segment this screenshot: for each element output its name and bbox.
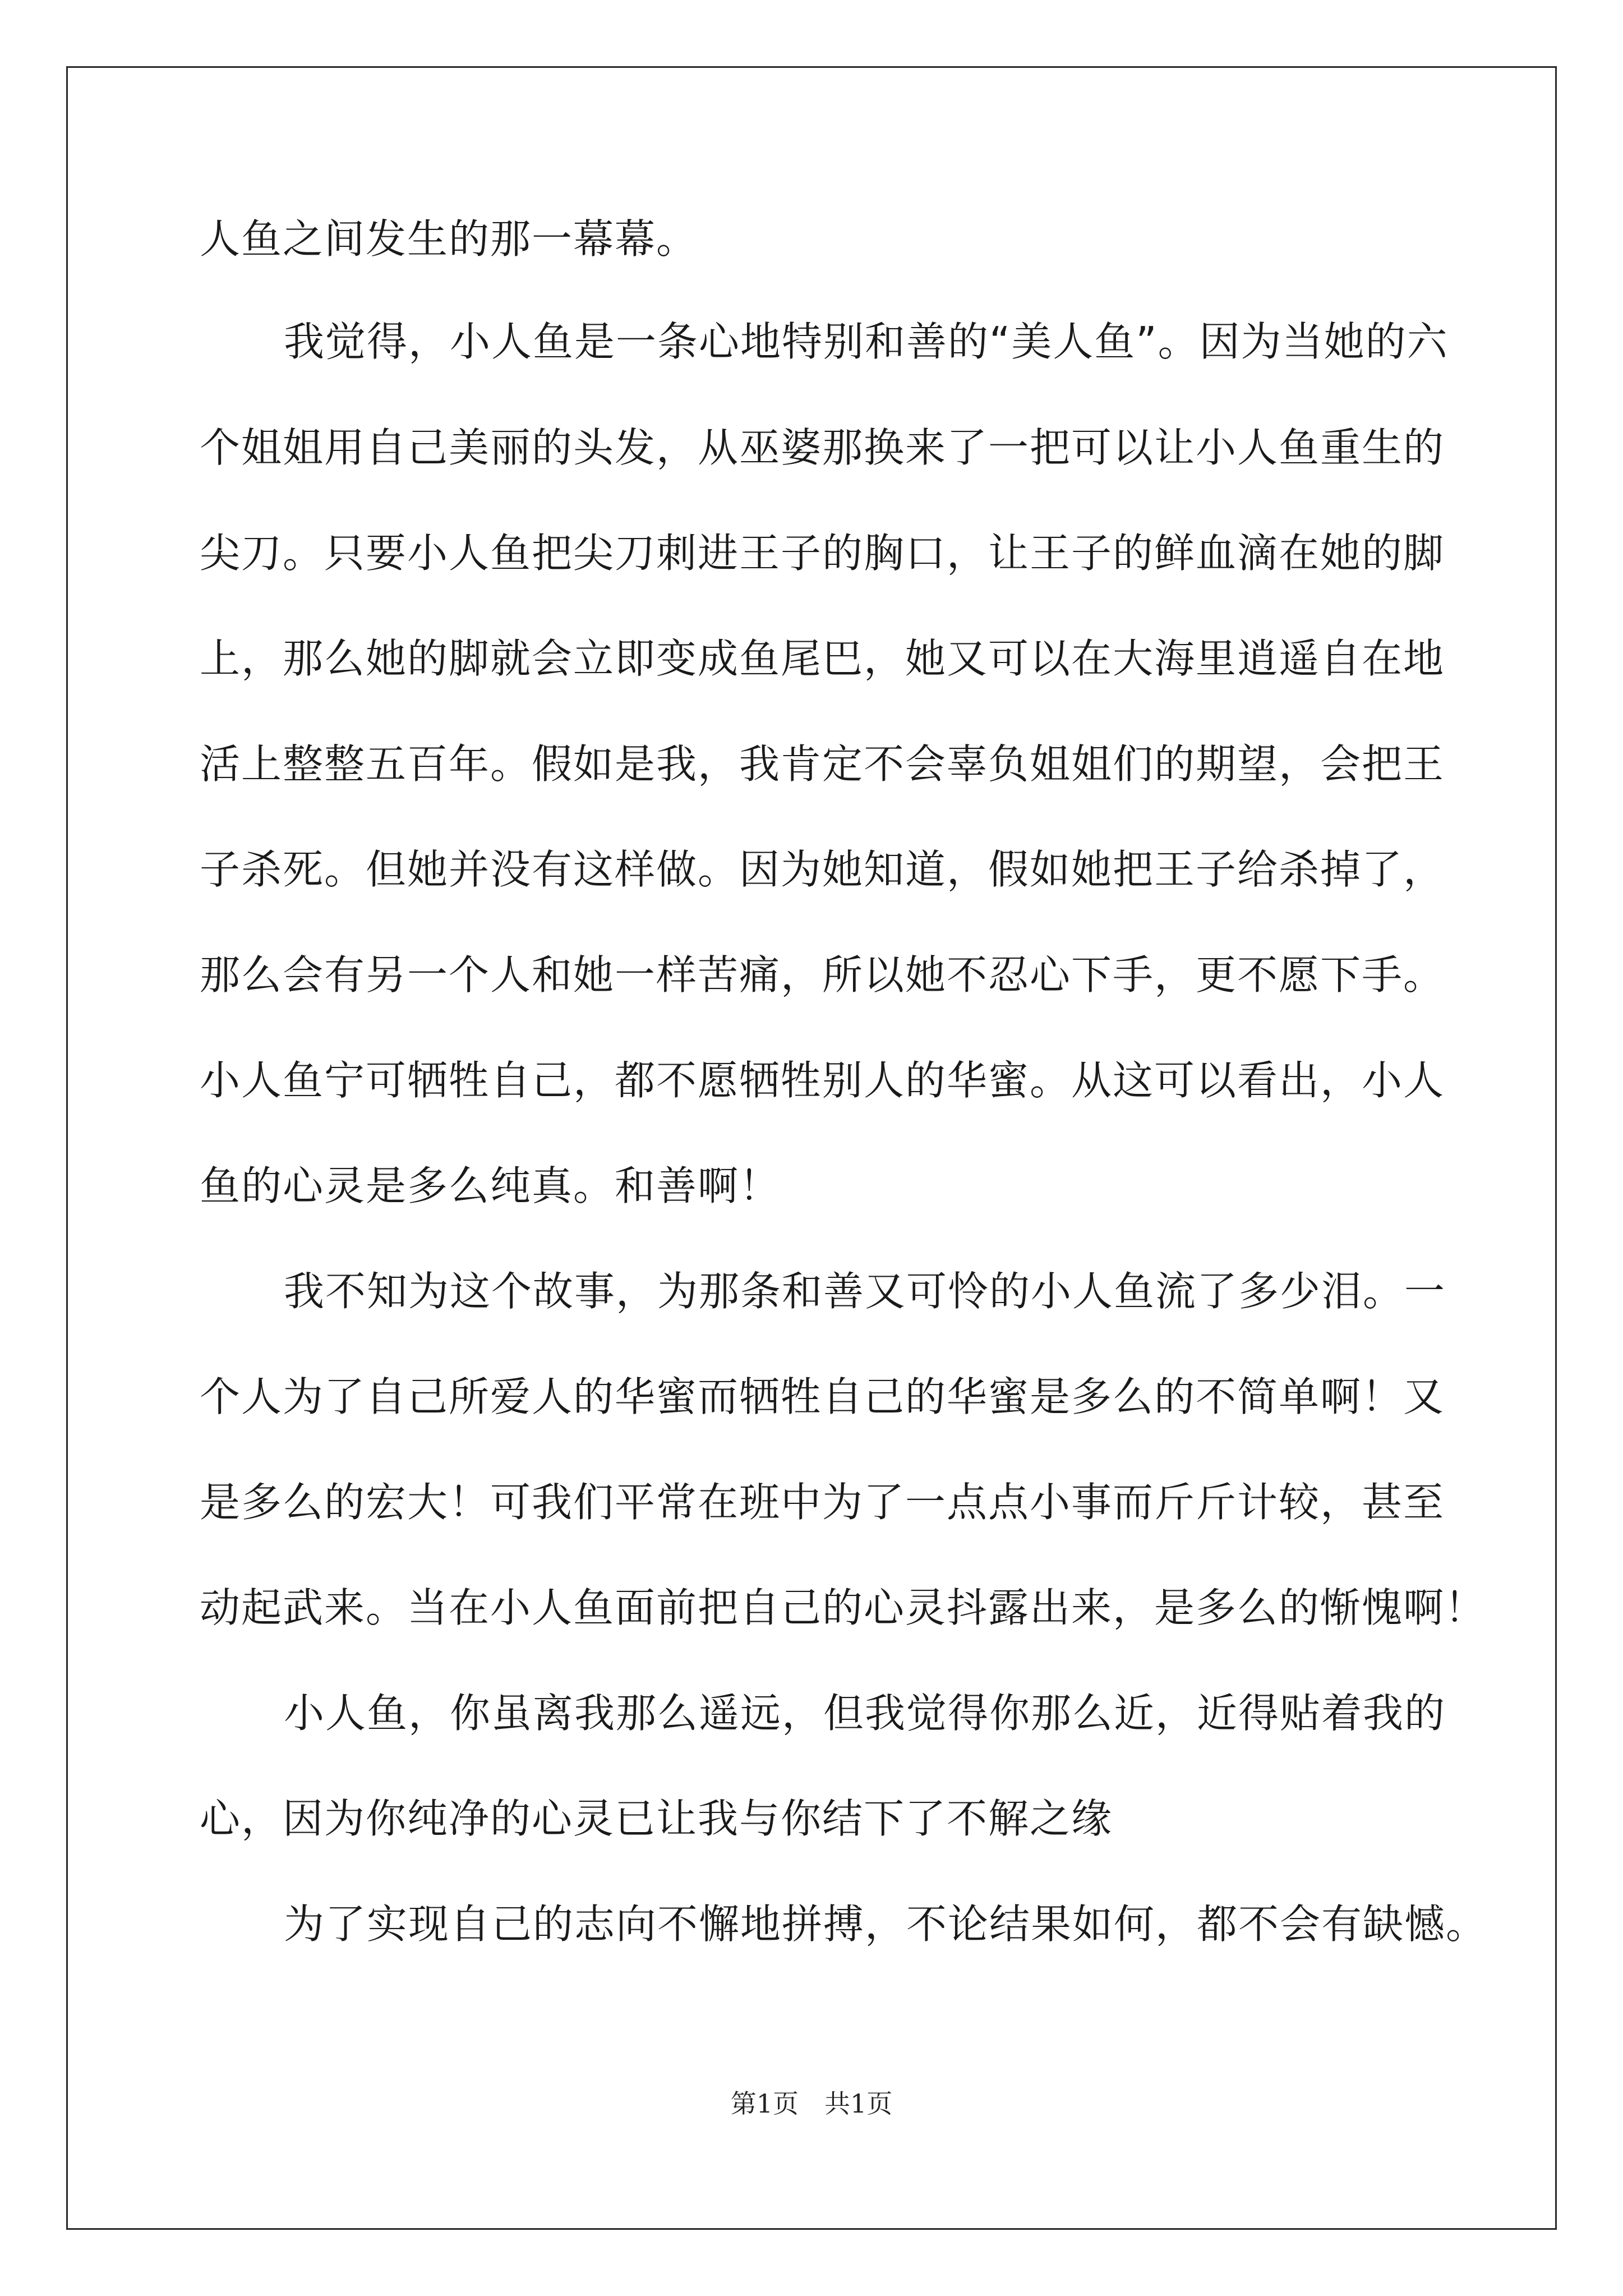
text-line: 上，那么她的脚就会立即变成鱼尾巴，她又可以在大海里逍遥自在地 — [200, 635, 1445, 682]
text-line: 我觉得，小人鱼是一条心地特别和善的“美人鱼”。因为当她的六 — [284, 318, 1449, 365]
page-footer — [0, 2087, 1623, 2120]
text-line: 个姐姐用自己美丽的头发，从巫婆那换来了一把可以让小人鱼重生的 — [200, 424, 1445, 471]
page-number: 第1页 — [730, 2088, 799, 2119]
text-line: 我不知为这个故事，为那条和善又可怜的小人鱼流了多少泪。一 — [284, 1268, 1446, 1315]
text-line: 活上整整五百年。假如是我，我肯定不会辜负姐姐们的期望，会把王 — [200, 740, 1445, 788]
text-line: 动起武来。当在小人鱼面前把自己的心灵抖露出来，是多么的惭愧啊！ — [200, 1584, 1487, 1631]
text-line: 人鱼之间发生的那一幕幕。 — [200, 215, 698, 263]
text-line: 尖刀。只要小人鱼把尖刀刺进王子的胸口，让王子的鲜血滴在她的脚 — [200, 530, 1445, 577]
text-line: 子杀死。但她并没有这样做。因为她知道，假如她把王子给杀掉了， — [200, 846, 1445, 893]
text-line: 鱼的心灵是多么纯真。和善啊！ — [200, 1162, 781, 1209]
text-line: 心，因为你纯净的心灵已让我与你结下了不解之缘 — [200, 1795, 1113, 1842]
text-line: 个人为了自己所爱人的华蜜而牺牲自己的华蜜是多么的不简单啊！又 — [200, 1373, 1445, 1420]
text-line: 小人鱼，你虽离我那么遥远，但我觉得你那么近，近得贴着我的 — [284, 1690, 1446, 1737]
text-line: 那么会有另一个人和她一样苦痛，所以她不忍心下手，更不愿下手。 — [200, 951, 1445, 999]
text-line: 小人鱼宁可牺牲自己，都不愿牺牲别人的华蜜。从这可以看出，小人 — [200, 1057, 1445, 1104]
page-total: 共1页 — [824, 2088, 893, 2119]
text-line: 为了实现自己的志向不懈地拼搏，不论结果如何，都不会有缺憾。 — [284, 1901, 1488, 1948]
text-line: 是多么的宏大！可我们平常在班中为了一点点小事而斤斤计较，甚至 — [200, 1479, 1445, 1526]
